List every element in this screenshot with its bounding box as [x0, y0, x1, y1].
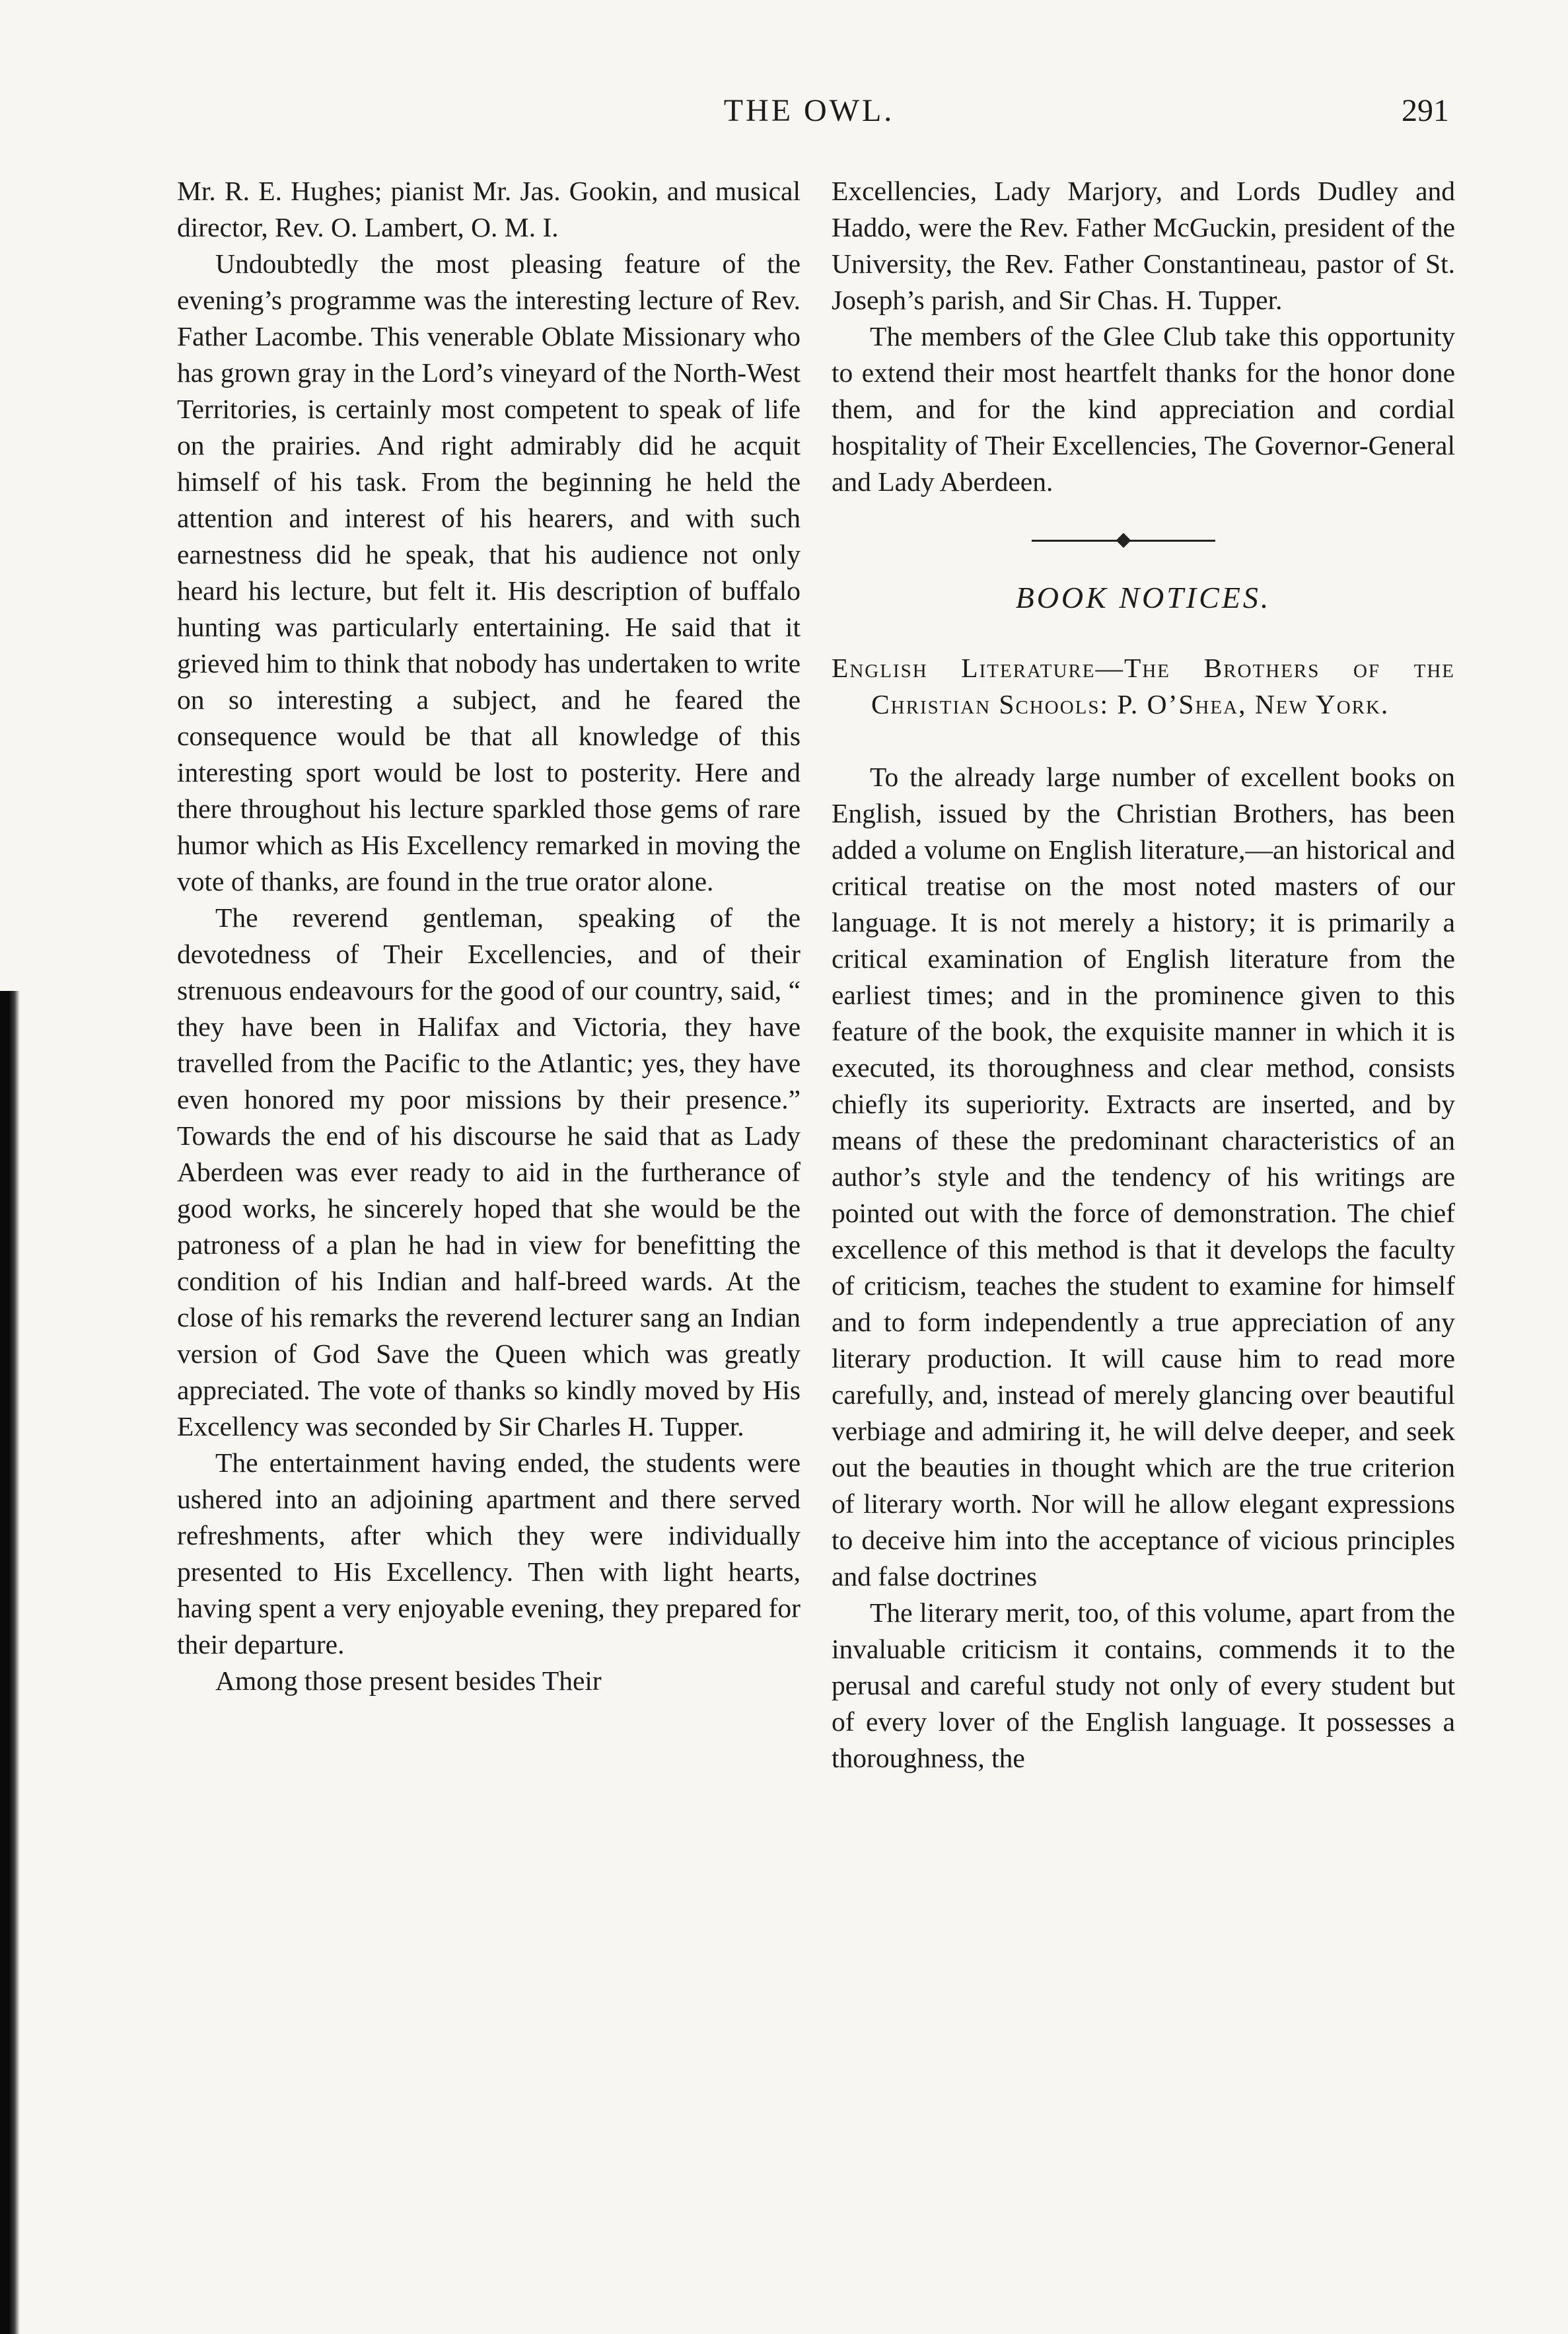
right-column [832, 173, 1455, 1776]
paragraph: The literary merit, too, of this volume, apart from the invaluable criticism it contains, commends it to the perusal and careful study not only of every student but of every lover of the English language. It possesses a thoroughness, the [832, 1597, 1455, 1773]
paragraph: The members of the Glee Club take this opportunity to extend their most heartfelt thanks for the honor done them, and for the kind appreciation and cordial hospitality of Their Excellencies, The Governor-General and Lady Aberdeen. [832, 321, 1455, 497]
left-column [177, 173, 801, 1699]
paragraph: Excellencies, Lady Marjory, and Lords Dudley and Haddo, were the Rev. Father McGuckin, president of the University, the Rev. Father Constantineau, pastor of St. Joseph’s parish, and Sir Chas. H. Tupper. [832, 176, 1455, 315]
section-divider [832, 500, 1455, 579]
paragraph: To the already large number of excellent books on English, issued by the Christian Brothers, has been added a volume on English literature,—an historical and critical treatise on the most noted masters of our language. It is not merely a history; it is primarily a critical examination of English literature from the earliest times; and in the prominence given to this feature of the book, the exquisite manner in which it is executed, its thoroughness and clear method, consists chiefly its superiority. Extracts are inserted, and by means of these the predominant characteristics of an author’s style and the tendency of his writings are pointed out with the force of demonstration. The chief excellence of this method is that it develops the faculty of criticism, teaches the student to examine for himself and to form independently a true appreciation of any literary production. It will cause him to read more carefully, and, instead of merely glancing over beautiful verbiage and admiring it, he will delve deeper, and seek out the beauties in thought which are the true criterion of literary worth. Nor will he allow elegant expressions to deceive him into the acceptance of vicious principles and false doctrines [832, 762, 1455, 1591]
paragraph: Among those present besides Their [215, 1665, 602, 1696]
running-title: THE OWL. [723, 93, 895, 128]
page-binding-edge [0, 991, 20, 2334]
book-citation: English Literature—The Brothers of the Christian Schools: P. O’Shea, New York. [832, 653, 1455, 719]
page-number: 291 [1402, 93, 1449, 128]
divider-ornament [1116, 533, 1131, 548]
paragraph: Undoubtedly the most pleasing feature of the evening’s programme was the interesting lecture of Rev. Father Lacombe. This venerable Oblate Missionary who has grown gray in the Lord’s vineyard of the North-West Territories, is certainly most competent to speak of life on the prairies. And right admirably did he acquit himself of his task. From the beginning he held the attention and interest of his hearers, and with such earnestness did he speak, that his audience not only heard his lecture, but felt it. His description of buffalo hunting was particularly entertaining. He said that it grieved him to think that nobody has undertaken to write on so interesting a subject, and he feared the consequence would be that all knowledge of this interesting sport would be lost to posterity. Here and there throughout his lecture sparkled those gems of rare humor which as His Excellency remarked in moving the vote of thanks, are found in the true orator alone. [177, 248, 801, 896]
paragraph: The reverend gentleman, speaking of the devotedness of Their Excellencies, and of their strenuous endeavours for the good of our country, said, “ they have been in Halifax and Victoria, they have travelled from the Pacific to the Atlantic; yes, they have even honored my poor missions by their presence.” Towards the end of his discourse he said that as Lady Aberdeen was ever ready to aid in the furtherance of good works, he sincerely hoped that she would be the patroness of a plan he had in view for benefitting the condition of his Indian and half-breed wards. At the close of his remarks the reverend lecturer sang an Indian version of God Save the Queen which was greatly appreciated. The vote of thanks so kindly moved by His Excellency was seconded by Sir Charles H. Tupper. [177, 902, 801, 1441]
paragraph: Mr. R. E. Hughes; pianist Mr. Jas. Gookin, and musical director, Rev. O. Lambert, O. M. I. [177, 176, 801, 242]
page-header [0, 92, 1568, 145]
paragraph: The entertainment having ended, the students were ushered into an adjoining apartment and there served refreshments, after which they were individually presented to His Excellency. Then with light hearts, having spent a very enjoyable evening, they prepared for their departure. [177, 1447, 801, 1659]
section-heading: BOOK NOTICES. [1015, 581, 1271, 614]
